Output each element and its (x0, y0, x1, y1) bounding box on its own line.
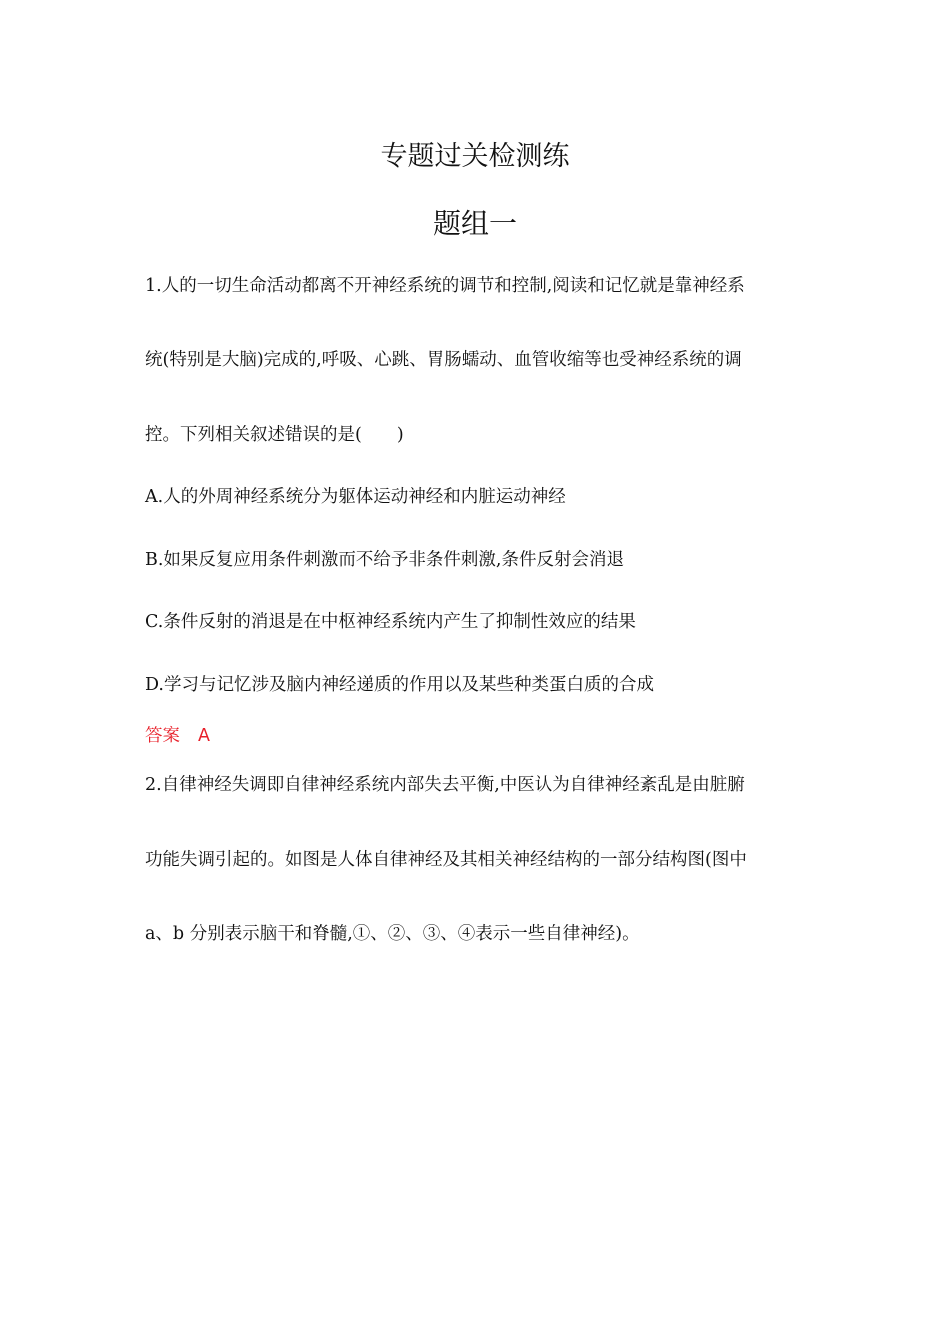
q2-stem-line-3: a、b 分别表示脑干和脊髓,①、②、③、④表示一些自律神经)。 (145, 924, 640, 944)
q1-option-b: B.如果反复应用条件刺激而不给予非条件刺激,条件反射会消退 (145, 550, 624, 570)
answer-label: 答案 (145, 726, 180, 746)
q1-stem-line-3: 控。下列相关叙述错误的是( ) (145, 425, 404, 445)
q1-stem-line-2: 统(特别是大脑)完成的,呼吸、心跳、胃肠蠕动、血管收缩等也受神经系统的调 (145, 350, 742, 370)
q2-stem-line-2: 功能失调引起的。如图是人体自律神经及其相关神经结构的一部分结构图(图中 (145, 850, 747, 870)
q1-answer (145, 724, 210, 748)
q1-stem-line-1: 1.人的一切生命活动都离不开神经系统的调节和控制,阅读和记忆就是靠神经系 (145, 276, 745, 296)
q1-option-c: C.条件反射的消退是在中枢神经系统内产生了抑制性效应的结果 (145, 612, 636, 632)
q2-stem-line-1: 2.自律神经失调即自律神经系统内部失去平衡,中医认为自律神经紊乱是由脏腑 (145, 775, 745, 795)
page-title: 专题过关检测练 (380, 141, 570, 172)
q1-option-a: A.人的外周神经系统分为躯体运动神经和内脏运动神经 (145, 487, 566, 507)
answer-value: A (198, 726, 210, 746)
q1-option-d: D.学习与记忆涉及脑内神经递质的作用以及某些种类蛋白质的合成 (145, 675, 654, 695)
section-title: 题组一 (432, 207, 517, 240)
